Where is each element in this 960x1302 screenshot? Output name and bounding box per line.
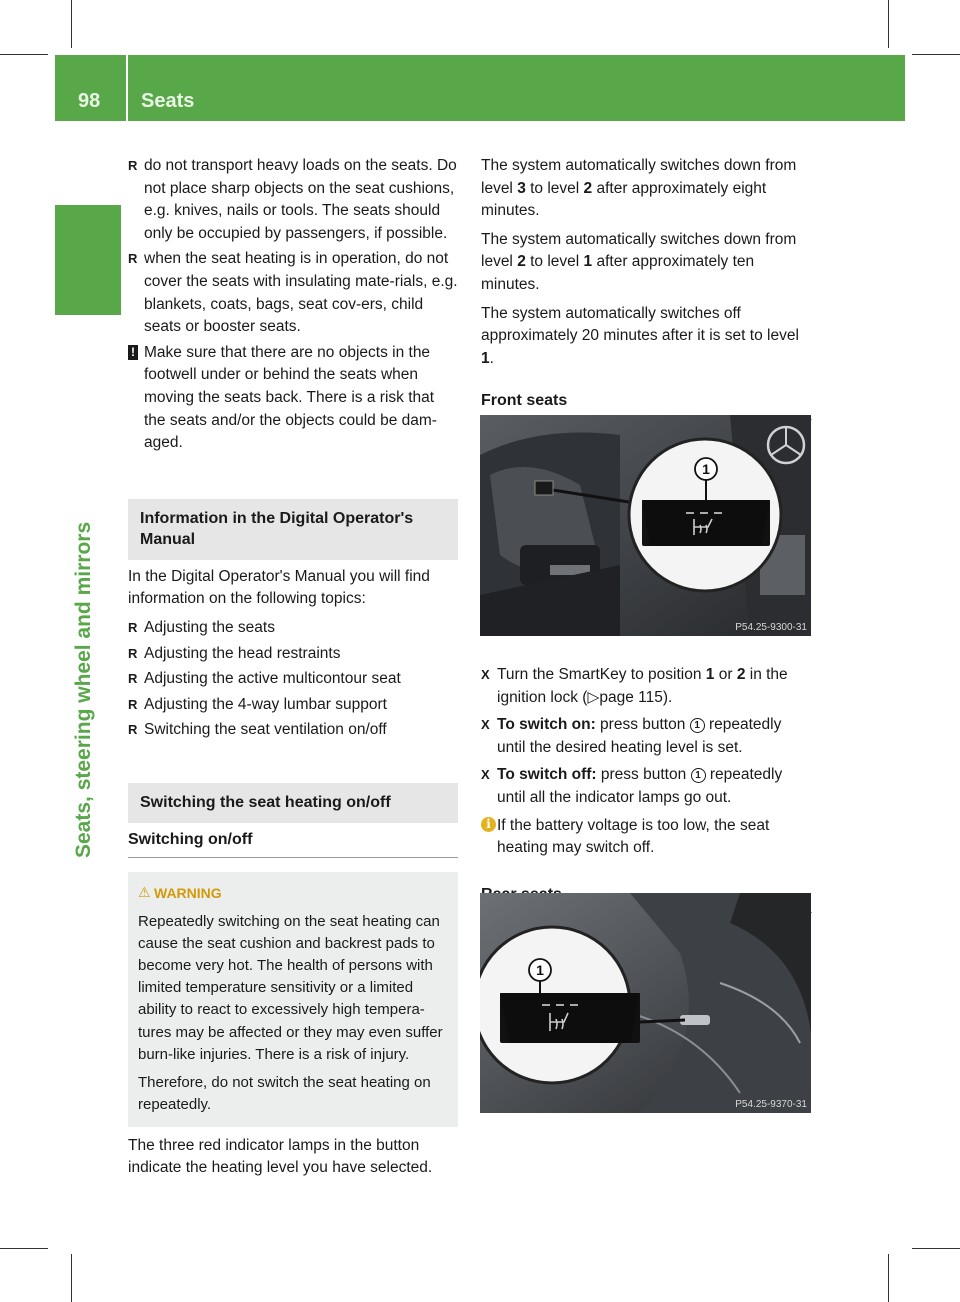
- info-icon: i: [481, 817, 496, 832]
- paragraph: The system automatically switches down from level 3 to level 2 after approximately eight minutes.: [481, 157, 797, 220]
- list-item: R Adjusting the head restraints: [128, 643, 458, 666]
- list-item: R Adjusting the active multicontour seat: [128, 668, 458, 691]
- indicator-lamps-text: The three red indicator lamps in the button indicate the heating level you have selected.: [128, 1136, 433, 1177]
- crop-mark: [71, 0, 72, 48]
- front-seats-illustration: [480, 415, 811, 636]
- info-note: [481, 815, 812, 860]
- warning-box: [128, 872, 458, 1126]
- rear-seats-illustration: [480, 893, 811, 1113]
- paragraph: The system automatically switches down from level 2 to level 1 after approximately ten minutes.: [481, 230, 797, 293]
- list-item: R Switching the seat ventilation on/off: [128, 719, 458, 742]
- front-seats-figure: [480, 415, 811, 636]
- rear-seats-figure: [480, 893, 811, 1113]
- left-column: [128, 155, 458, 1186]
- side-tab-text: Seats, steering wheel and mirrors: [72, 521, 95, 858]
- warning-text: Repeatedly switching on the seat heating can cause the seat cushion and backrest pads to become very hot. The health of persons with limited temperature sensitivity or a limited ability to react to excessively high tempera-tures may be affected or they may even suffer burn-like injuries. There is a risk of injury.: [138, 912, 443, 1063]
- crop-mark: [912, 1248, 960, 1249]
- warning-title: ⚠ WARNING: [138, 882, 449, 904]
- section-heading-digital-manual: Information in the Digital Operator's Manual: [128, 499, 458, 560]
- figure-callout-number: 1: [702, 461, 710, 477]
- step-item: X Turn the SmartKey to position 1 or 2 in the ignition lock (▷page 115).: [481, 664, 812, 709]
- subheading-switching: Switching on/off: [128, 829, 458, 859]
- crop-mark: [71, 1254, 72, 1302]
- callout-number: 1: [690, 718, 705, 733]
- list-item: R Adjusting the seats: [128, 617, 458, 640]
- info-text: If the battery voltage is too low, the seat heating may switch off.: [497, 816, 770, 857]
- header-divider: [126, 55, 128, 121]
- figure-code: P54.25-9370-31: [735, 1099, 807, 1110]
- crop-mark: [0, 54, 48, 55]
- paragraph: The system automatically switches off approximately 20 minutes after it is set to level 1.: [481, 304, 799, 367]
- warning-text: Therefore, do not switch the seat heating on repeatedly.: [138, 1074, 431, 1114]
- list-item: R Adjusting the 4-way lumbar support: [128, 694, 458, 717]
- list-item: R when the seat heating is in operation, do not cover the seats with insulating mate-rials, e.g. blankets, coats, bags, seat cov-ers, child seats or booster seats.: [128, 248, 458, 338]
- crop-mark: [0, 1248, 48, 1249]
- callout-number: 1: [691, 768, 706, 783]
- list-item: R do not transport heavy loads on the seats. Do not place sharp objects on the seat cushions, e.g. knives, nails or tools. The seats should only be occupied by passengers, if possible.: [128, 155, 458, 245]
- header-title: Seats: [141, 90, 195, 112]
- section-intro: In the Digital Operator's Manual you will find information on the following topics:: [128, 567, 430, 608]
- crop-mark: [888, 1254, 889, 1302]
- step-item: X To switch off: press button 1 repeatedly until all the indicator lamps go out.: [481, 764, 812, 809]
- caution-icon: !: [128, 345, 138, 360]
- page-reference: page 115: [599, 688, 663, 706]
- caution-note: [128, 342, 458, 455]
- page-ref-arrow-icon: ▷: [587, 688, 600, 706]
- figure-code: P54.25-9300-31: [735, 622, 807, 633]
- crop-mark: [912, 54, 960, 55]
- step-item: X To switch on: press button 1 repeatedly until the desired heating level is set.: [481, 714, 812, 759]
- figure-callout-number: 1: [536, 962, 544, 978]
- section-heading-seat-heating: Switching the seat heating on/off: [128, 783, 458, 823]
- crop-mark: [888, 0, 889, 48]
- caution-text: Make sure that there are no objects in the footwell under or behind the seats when moving the seats back. There is a risk that the seats and/or the objects could be dam-aged.: [144, 343, 437, 452]
- page-number: 98: [78, 90, 101, 112]
- subheading-front-seats: Front seats: [481, 390, 812, 420]
